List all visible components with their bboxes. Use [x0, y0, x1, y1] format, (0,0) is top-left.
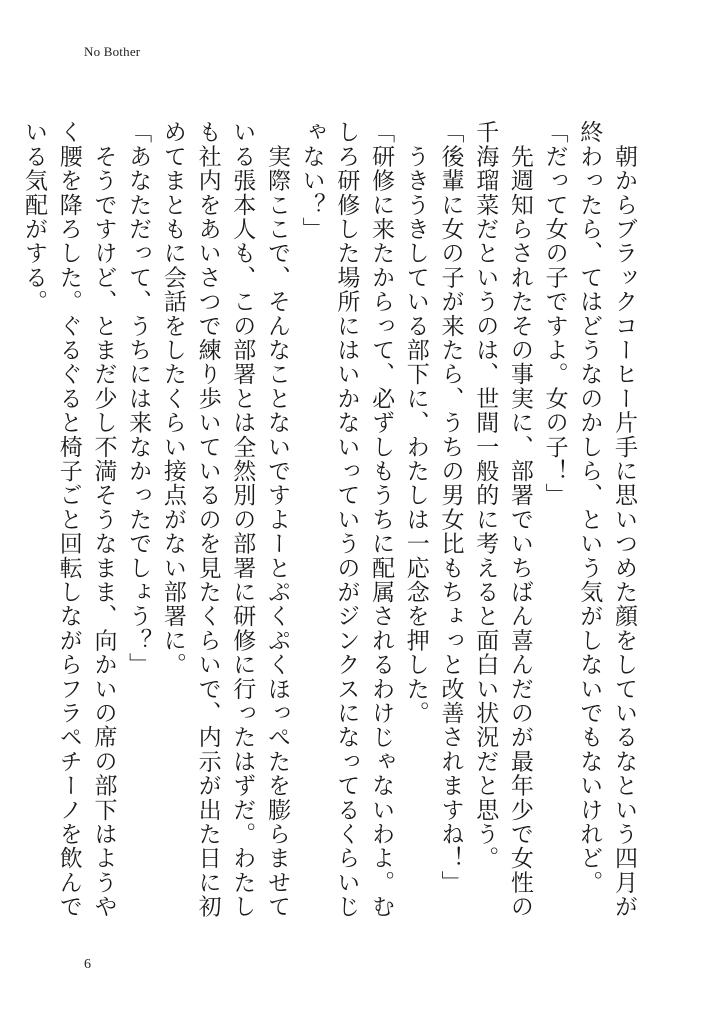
- running-header-title: No Bother: [84, 44, 141, 59]
- paragraph: 朝からブラックコーヒー片手に思いつめた顔をしているなという四月が終わったら、てはどうなのかしら、という気がしないでもないけれど。: [576, 120, 637, 919]
- paragraph: そうですけど、とまだ少し不満そうなまま、向かいの席の部下はようやく腰を降ろした。ぐるぐると椅子ごと回転しながらフラペチーノを飲んでいる気配がする。: [21, 120, 117, 919]
- paragraph: 「だって女の子ですよ。女の子！」: [541, 120, 568, 508]
- paragraph: 実際ここで、そんなことないですよーとぷくぷくほっぺたを膨らませている張本人も、この部署とは全然別の部署に研修に行ったはずだ。わたしも社内をあいさつで練り歩いているのを見たくらいで、内示が出た日に初めてまともに会話をしたくらい接点がない部署に。: [159, 120, 290, 919]
- page-number: 6: [84, 957, 91, 972]
- paragraph: 「あなただって、うちには来なかったでしょう？」: [125, 120, 152, 677]
- paragraph: 「研修に来たからって、必ずしもうちに配属されるわけじゃないわよ。むしろ研修した場所にはいかないっていうのがジンクスになってるくらいじゃない？」: [298, 120, 395, 919]
- vertical-body-text: [21, 120, 641, 940]
- paragraph: 先週知らされたその事実に、部署でいちばん喜んだのが最年少で女性の千海瑠菜だというのは、世間一般的に考えると面白い状況だと思う。: [472, 120, 533, 919]
- paragraph: うきうきしている部下に、わたしは一応念を押した。: [402, 120, 429, 725]
- paragraph: 「後輩に女の子が来たら、うちの男女比もちょっと改善されますね！」: [437, 120, 464, 895]
